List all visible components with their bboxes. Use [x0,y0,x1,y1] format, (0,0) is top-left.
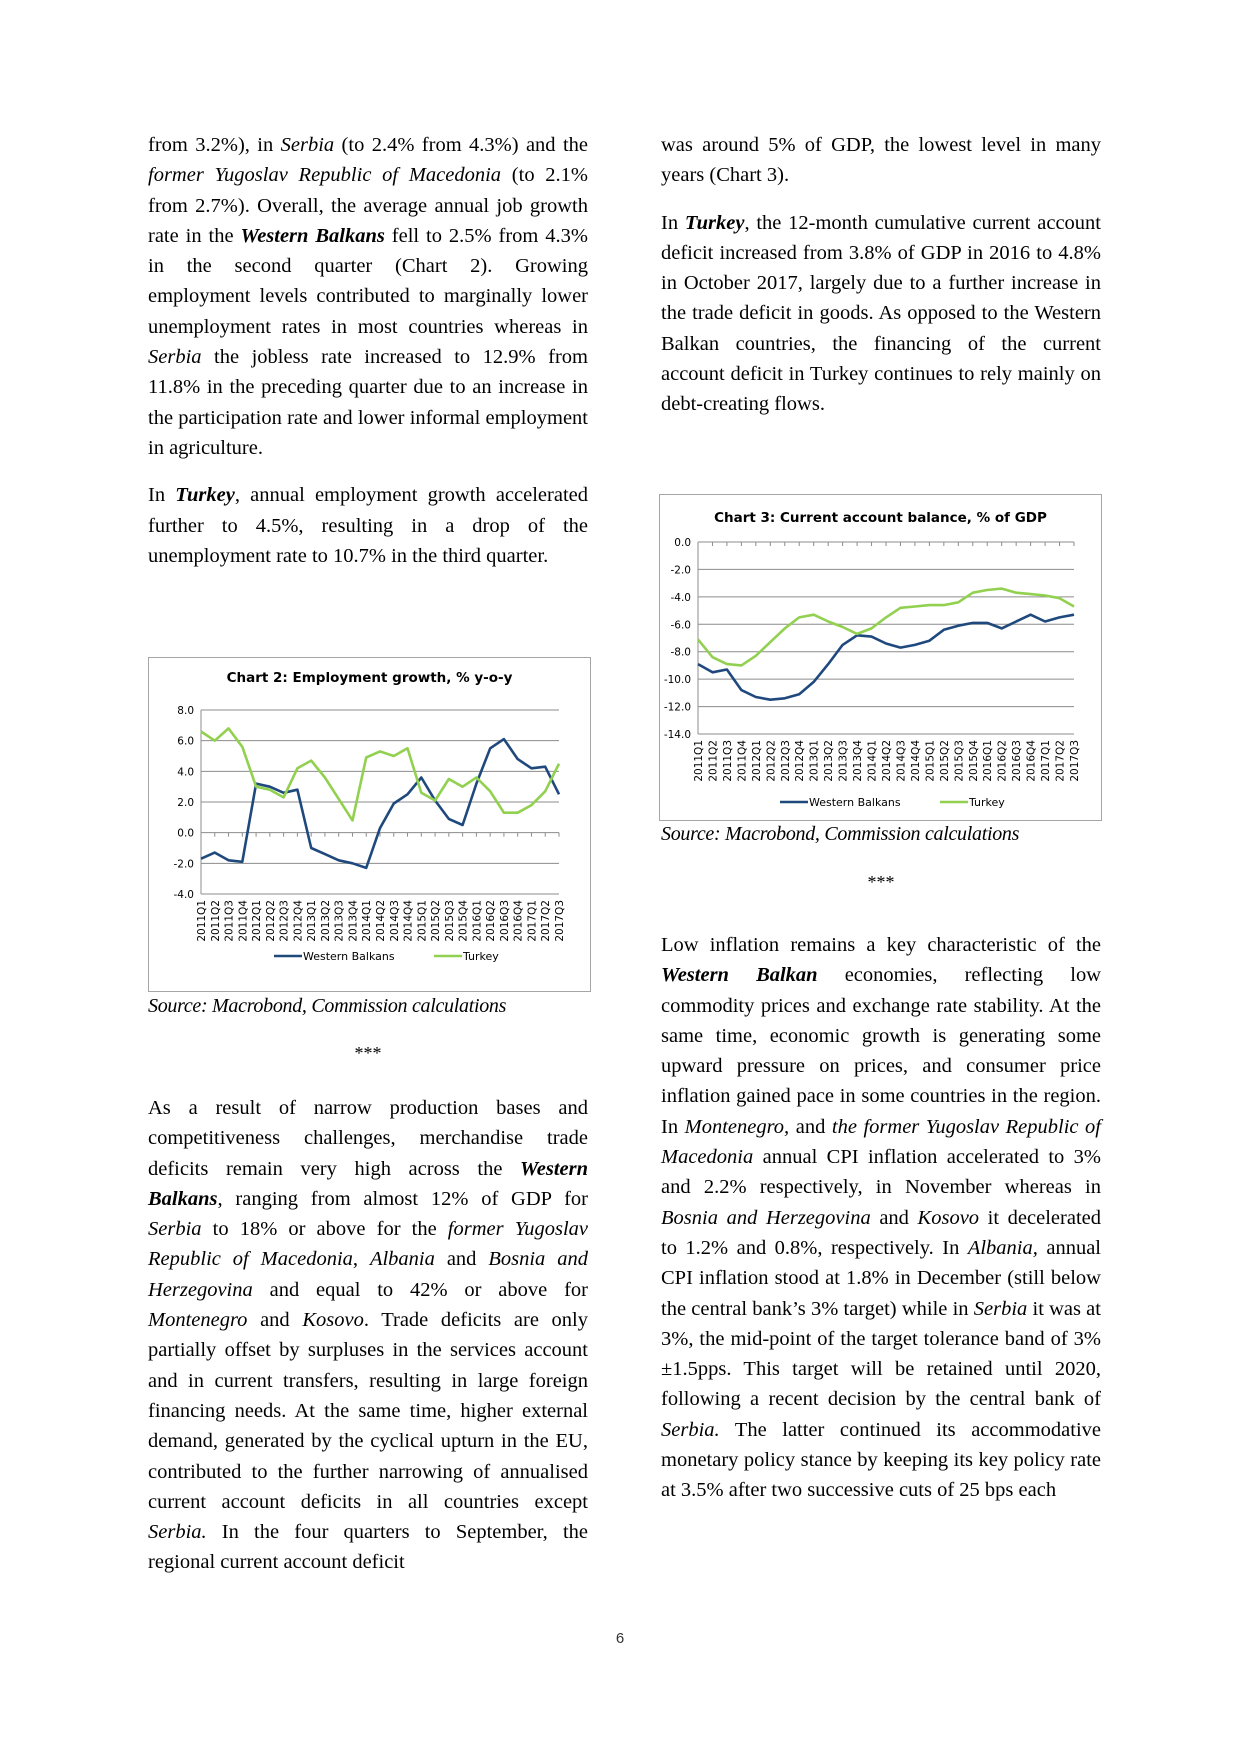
y-tick-label: -10.0 [663,674,691,687]
series-line [201,739,559,868]
x-tick-label: 2013Q1 [808,740,821,782]
paragraph-inflation: Low inflation remains a key characteristic of the Western Balkan economies, reflecting low commodity prices and exchange rate stability. At the same time, economic growth is generating some upward pressure on prices, and consumer price inflation gained pace in some countries in the region. In Montenegro, and the former Yugoslav Republic of Macedonia annual CPI inflation accelerated to 3% and 2.2% respectively, in November whereas in Bosnia and Herzegovina and Kosovo it decelerated to 1.2% and 0.8%, respectively. In Albania, annual CPI inflation stood at 1.8% in December (still below the central bank’s 3% target) while in Serbia it was at 3%, the mid-point of the target tolerance band of 3%±1.5pps. This target will be retained until 2020, following a recent decision by the central bank of Serbia. The latter continued its accommodative monetary policy stance by keeping its key policy rate at 3.5% after two successive cuts of 25 bps each [661,934,1101,1502]
x-tick-label: 2011Q3 [223,900,236,942]
x-tick-label: 2012Q4 [794,740,807,782]
x-tick-label: 2016Q3 [1011,740,1024,782]
paragraph-employment-turkey: In Turkey, annual employment growth accelerated further to 4.5%, resulting in a drop of the unemployment rate to 10.7% in the third quarter. [148,484,588,567]
x-tick-label: 2015Q1 [924,740,937,782]
x-tick-label: 2012Q1 [750,740,763,782]
x-tick-label: 2014Q1 [361,900,374,942]
x-tick-label: 2012Q3 [278,900,291,942]
legend-entry: Western Balkans [303,950,395,963]
x-tick-label: 2012Q2 [765,740,778,782]
y-tick-label: -2.0 [173,858,194,871]
y-tick-label: 8.0 [177,705,194,717]
chart-2-source: Source: Macrobond, Commission calculations [148,995,507,1017]
x-tick-label: 2017Q3 [1069,740,1081,782]
x-tick-label: 2016Q3 [498,900,511,942]
y-tick-label: 0.0 [177,827,194,840]
x-tick-label: 2013Q3 [837,740,850,782]
x-tick-label: 2013Q1 [306,900,319,942]
legend-entry: Turkey [969,796,1005,809]
x-tick-label: 2016Q4 [512,900,525,942]
y-tick-label: -14.0 [663,729,691,741]
x-tick-label: 2016Q4 [1025,740,1038,782]
y-tick-label: 0.0 [674,537,691,549]
x-tick-label: 2015Q2 [938,740,951,782]
chart-3-current-account [659,494,1102,821]
x-tick-label: 2014Q2 [375,900,387,942]
right-column [661,130,1101,420]
x-tick-label: 2013Q3 [333,900,346,942]
x-tick-label: 2012Q3 [779,740,792,782]
y-tick-label: -4.0 [173,889,194,901]
x-tick-label: 2012Q4 [292,900,305,942]
chart-title: Chart 3: Current account balance, % of GDP [714,510,1047,526]
x-tick-label: 2014Q2 [881,740,893,782]
x-tick-label: 2016Q2 [996,740,1009,782]
x-tick-label: 2011Q4 [736,740,749,782]
x-tick-label: 2016Q2 [485,900,498,942]
left-column-lower [148,994,588,1578]
x-tick-label: 2017Q1 [526,900,539,942]
x-tick-label: 2017Q2 [1054,740,1067,782]
y-tick-label: 2.0 [177,797,194,809]
x-tick-label: 2017Q3 [554,900,566,942]
x-tick-label: 2012Q1 [251,900,264,942]
series-line [698,589,1074,666]
x-tick-label: 2017Q2 [540,900,553,942]
x-tick-label: 2015Q3 [953,740,966,782]
y-tick-label: -6.0 [670,619,691,632]
right-column-lower [661,822,1101,1506]
x-tick-label: 2013Q4 [347,900,360,942]
paragraph-regional-ca: was around 5% of GDP, the lowest level in many years (Chart 3). [661,134,1101,187]
x-tick-label: 2016Q1 [471,900,484,942]
paragraph-trade-deficits: As a result of narrow production bases and competitiveness challenges, merchandise trade deficits remain very high across the Western Balkans, ranging from almost 12% of GDP for Serbia to 18% or above for the former Yugoslav Republic of Macedonia, Albania and Bosnia and Herzegovina and equal to 42% or above for Montenegro and Kosovo. Trade deficits are only partially offset by surpluses in the services account and in current transfers, resulting in large foreign financing needs. At the same time, higher external demand, generated by the cyclical upturn in the EU, contributed to the further narrowing of annualised current account deficits in all countries except Serbia. In the four quarters to September, the regional current account deficit [148,1097,588,1574]
x-tick-label: 2015Q4 [457,900,470,942]
y-tick-label: -2.0 [670,564,691,577]
x-tick-label: 2016Q1 [982,740,995,782]
x-tick-label: 2017Q1 [1040,740,1053,782]
chart-2-employment-growth [148,657,591,992]
chart-2-plot [149,658,590,991]
x-tick-label: 2014Q4 [909,740,922,782]
y-tick-label: -8.0 [670,646,691,659]
x-tick-label: 2011Q4 [237,900,250,942]
y-tick-label: 6.0 [177,735,194,748]
y-tick-label: -4.0 [670,591,691,604]
x-tick-label: 2014Q3 [388,900,401,942]
x-tick-label: 2015Q4 [967,740,980,782]
left-column [148,130,588,571]
section-separator: *** [354,1043,382,1063]
x-tick-label: 2014Q3 [895,740,908,782]
x-tick-label: 2014Q1 [866,740,879,782]
legend-entry: Western Balkans [809,796,901,809]
legend-entry: Turkey [463,950,499,963]
x-tick-label: 2013Q4 [852,740,865,782]
chart-3-source: Source: Macrobond, Commission calculations [661,823,1020,845]
chart-title: Chart 2: Employment growth, % y-o-y [226,670,513,686]
paragraph-turkey-ca: In Turkey, the 12-month cumulative current account deficit increased from 3.8% of GDP in 2016 to 4.8% in October 2017, largely due to a further increase in the trade deficit in goods. As opposed to the Western Balkan countries, the financing of the current account deficit in Turkey continues to rely mainly on debt-creating flows. [661,211,1101,416]
x-tick-label: 2015Q3 [443,900,456,942]
x-tick-label: 2011Q3 [721,740,734,782]
chart-3-plot [660,495,1101,820]
section-separator: *** [867,872,895,892]
y-tick-label: -12.0 [663,701,691,714]
x-tick-label: 2013Q2 [823,740,836,782]
x-tick-label: 2015Q1 [416,900,429,942]
page-number: 6 [615,1630,625,1647]
x-tick-label: 2011Q2 [707,740,720,782]
x-tick-label: 2015Q2 [430,900,443,942]
x-tick-label: 2014Q4 [402,900,415,942]
x-tick-label: 2011Q2 [209,900,222,942]
x-tick-label: 2013Q2 [319,900,332,942]
y-tick-label: 4.0 [177,766,194,779]
paragraph-employment-wb: from 3.2%), in Serbia (to 2.4% from 4.3%) and the former Yugoslav Republic of Macedonia (to 2.1% from 2.7%). Overall, the average annual job growth rate in the Western Balkans fell to 2.5% from 4.3% in the second quarter (Chart 2). Growing employment levels contributed to marginally lower unemployment rates in most countries whereas in Serbia the jobless rate increased to 12.9% from 11.8% in the preceding quarter due to an increase in the participation rate and lower informal employment in agriculture. [148,134,588,459]
x-tick-label: 2011Q1 [196,900,208,942]
x-tick-label: 2011Q1 [693,740,705,782]
x-tick-label: 2012Q2 [264,900,277,942]
